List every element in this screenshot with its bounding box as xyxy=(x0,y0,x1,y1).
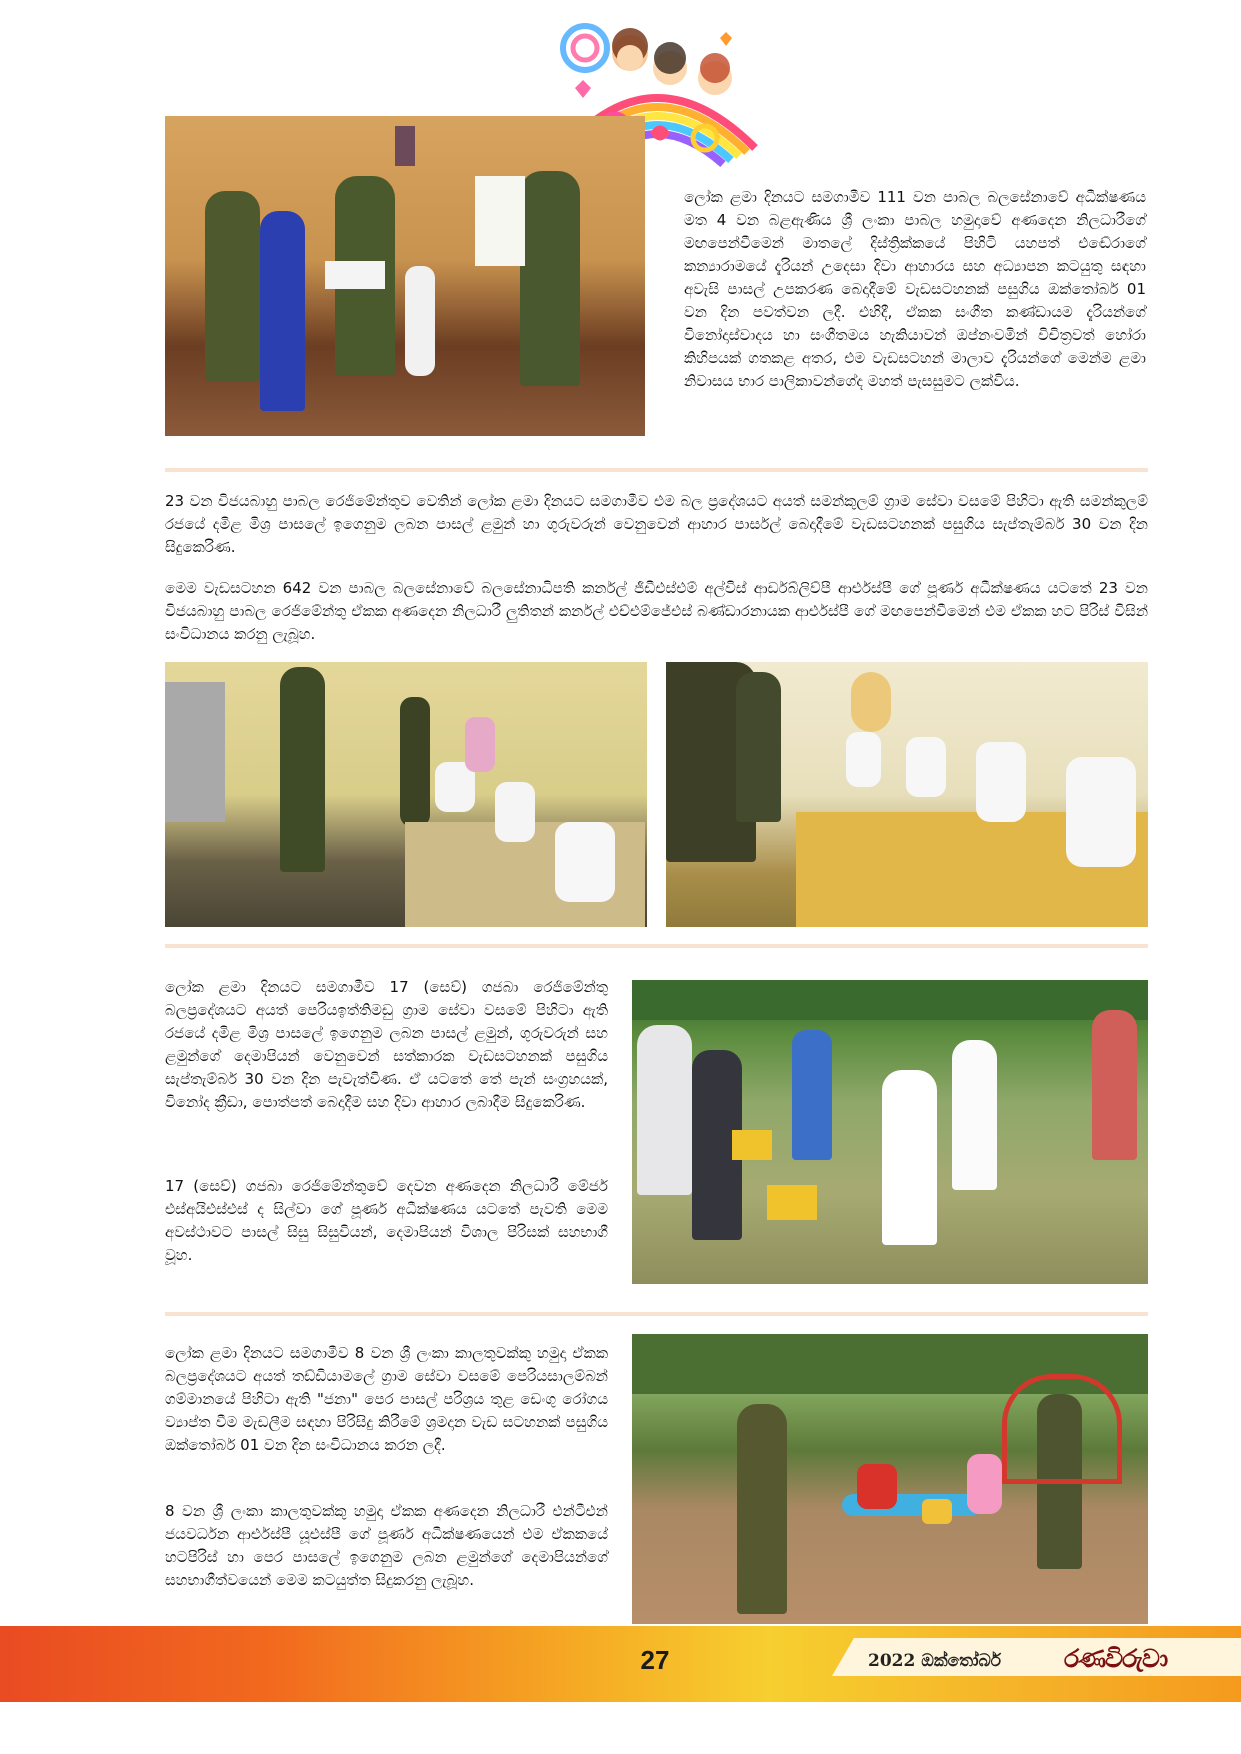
section-divider xyxy=(165,944,1148,948)
section-divider xyxy=(165,468,1148,472)
article-paragraph-2: 23 වන විජයබාහු පාබල රෙජිමේන්තුව වෙතින් ලෝක ළමා දිනයට සමගාමීව එම බල ප්‍රදේශයට අයත් සමන්කුලම් ග්‍රාම සේවා වසමේ පිහිටා ඇති සමන්කුලම් රජයේ දමිළ මිශ්‍ර පාසලේ ඉගෙනුම ලබන පාසල් ළමුන් හා ගුරුවරුන් වෙනුවෙන් ආහාර පාර්සල් බෙදාදීමේ වැඩසටහනක් පසුගිය සැප්තැම්බර් 30 වන දින සිදුකෙරිණ. xyxy=(165,492,1148,556)
photo-donation-ceremony xyxy=(165,116,645,436)
article-paragraph-4: ලෝක ළමා දිනයට සමගාමීව 17 (සෙව්) ගජබා රෙජිමේන්තු බලප්‍රදේශයට අයත් පෙරියඉත්තිමඩු ග්‍රාම සේවා වසමේ පිහිටා ඇති රජයේ දමිළ මිශ්‍ර පාසලේ ඉගෙනුම ලබන පාසල් ළමුන්, ගුරුවරුන් සහ ළමුන්ගේ දෙමාපියන් වෙනුවෙන් සත්කාරක වැඩසටහනක් පසුගිය සැප්තැම්බර් 30 වන දින පැවැත්විණ. ඒ යටතේ තේ පැන් සංග්‍රහයක්, විනෝද ක්‍රීඩා, පොත්පත් බෙදාදීම සහ දිවා ආහාර ලබාදීම සිදුකෙරිණ. xyxy=(165,978,608,1111)
issue-date: 2022 ඔක්තෝබර් xyxy=(868,1651,1002,1671)
article-paragraph-6: ලෝක ළමා දිනයට සමගාමීව 8 වන ශ්‍රී ලංකා කාලතුවක්කු හමුදා ඒකක බලප්‍රදේශයට අයත් තඩ්ඩියාමලේ ග්‍රාම සේවා වසමේ පෙරියසාලම්බන් ගම්මානයේ පිහිටා ඇති "ජනා" පෙර පාසල් පරිශ්‍රය තුළ ඩෙංගු රෝගය ව්‍යාප්ත වීම මැඩලීම සඳහා පිරිසිදු කිරීමේ ශ්‍රමදාන වැඩ සටහනක් පසුගිය ඔක්තෝබර් 01 වන දින සංවිධානය කරන ලදී. xyxy=(165,1344,608,1454)
magazine-title: රණවිරුවා xyxy=(1064,1644,1168,1673)
photo-meal-distribution-1 xyxy=(165,662,647,927)
photo-meal-distribution-2 xyxy=(666,662,1148,927)
article-paragraph-5: 17 (සෙව්) ගජබා රෙජිමේන්තුවේ දෙවන අණදෙන නිලධාරී මේජර් එස්අයිඑස්එස් ද සිල්වා ගේ පූර්ණ අධීක්ෂණය යටතේ පැවති මෙම අවස්ථාවට පාසල් සිසු සිසුවියන්, දෙමාපියන් විශාල පිරිසක් සහභාගී වූහ. xyxy=(165,1177,608,1264)
photo-school-games xyxy=(632,980,1148,1284)
article-paragraph-3: මෙම වැඩසටහන 642 වන පාබල බලසේනාවේ බලසේනාධිපති කර්නල් ජීඩීඑස්එම් අල්විස් ආර්ඩබ්ලිව්පී ආර්එස්පී ගේ පූර්ණ අධීක්ෂණය යටතේ 23 වන විජයබාහු පාබල රෙජිමේන්තු ඒකක අණදෙන නිලධාරී ලුතිතන් කර්නල් එච්එම්ජේඑස් බණ්ඩාරනායක ආර්එස්පී ගේ මඟපෙන්වීමෙන් එම ඒකක හට පිරිස් විසින් සංවිධානය කරනු ලැබූහ. xyxy=(165,579,1148,643)
article-paragraph-1: ලෝක ළමා දිනයට සමගාමීව 111 වන පාබල බලසේනාවේ අධීක්ෂණය මත 4 වන බළඇණිය ශ්‍රී ලංකා පාබල හමුදාවේ අණදෙන නිලධාරීගේ මඟපෙන්වීමෙන් මාතලේ දිස්ත්‍රික්කයේ පිහිටි යහපත් එඬේරාගේ කන්‍යාරාමයේ දැරියන් උදෙසා දිවා ආහාරය සහ අධ්‍යාපන කටයුතු සඳහා අවැසි පාසල් උපකරණ බෙදාදීමේ වැඩසටහනක් පසුගිය ඔක්තෝබර් 01 වන දින පවත්වන ලදී. එහිදී, ඒකක සංගීත කණ්ඩායම දැරියන්ගේ විනෝදාස්වාදය හා සංගීතමය හැකියාවන් ඔප්නංවමින් විචිත්‍රවත් හෝරා කිහිපයක් ගතකළ අතර, එම වැඩසටහන් මාලාව දැරියන්ගේ මෙන්ම ළමා නිවාසය භාර පාලිකාවන්ගේද මහත් පැසසුමට ලක්විය. xyxy=(684,188,1146,390)
page-number: 27 xyxy=(640,1645,670,1675)
article-paragraph-7: 8 වන ශ්‍රී ලංකා කාලතුවක්කු හමුදා ඒකක අණදෙන නිලධාරී එන්ටීඑන් ජයවර්ධන ආර්එස්පී යූඑස්පී ගේ පූර්ණ අධීක්ෂණයෙන් එම ඒකකයේ හටපිරිස් හා පෙර පාසලේ ඉගෙනුම ලබන ළමුන්ගේ දෙමාපියන්ගේ සහභාගීත්වයෙන් මෙම කටයුත්ත සිදුකරනු ලැබූහ. xyxy=(165,1502,608,1589)
section-divider xyxy=(165,1312,1148,1316)
photo-preschool-cleanup xyxy=(632,1334,1148,1624)
